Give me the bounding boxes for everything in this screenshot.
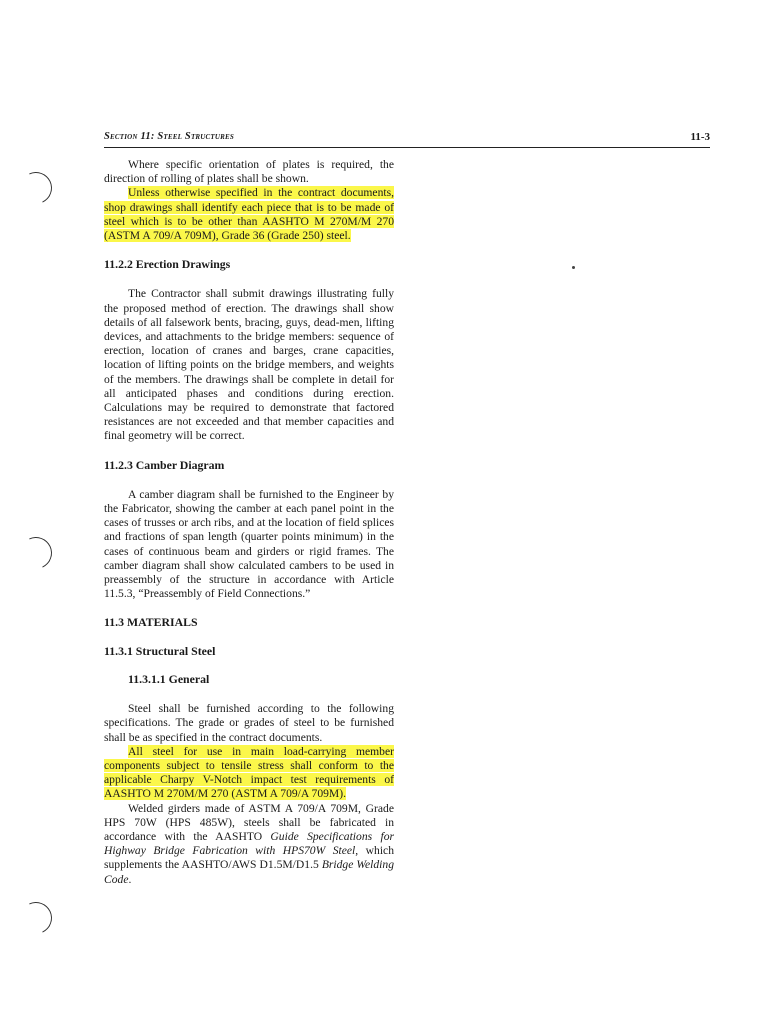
section-title: Section 11: Steel Structures [104,131,234,142]
highlighted-text: Unless otherwise specified in the contract documents, shop drawings shall identify each piece that is to be made of steel which is to be other than AASHTO M 270M/M 270 (ASTM A 709/A 709M), Grade 36 (Grade 250) steel. [104,186,394,243]
text-column [104,158,394,887]
bridge-welding-code-title: Bridge Welding Code [104,858,394,886]
paragraph-erection-drawings: The Contractor shall submit drawings illustrating fully the proposed method of erection. The drawings shall show details of all falsework bents, bracing, guys, dead-men, lifting devices, and attachments to the bridge members: sequence of erection, location of cranes and barges, crane capacities, location of lifting points on the bridge members, and weights of the members. The drawings shall be complete in detail for all anticipated phases and conditions during erection. Calculations may be required to demonstrate that factored resistances are not exceeded and that member capacities and final geometry will be correct. [104,287,394,443]
punch-hole-bottom [15,897,56,938]
text-run: , which supplements the AASHTO/AWS D1.5M/D1.5 [104,844,394,872]
paragraph-shop-drawings [104,186,394,243]
page-number: 11-3 [690,131,710,143]
page-header [104,131,710,148]
heading-general: 11.3.1.1 General [128,671,210,686]
heading-structural-steel: 11.3.1 Structural Steel [104,643,216,658]
punch-hole-middle [15,532,56,573]
text-run: . [128,872,132,886]
paragraph-charpy-requirements [104,745,394,802]
heading-materials: 11.3 MATERIALS [104,615,198,630]
highlighted-text: All steel for use in main load-carrying member components subject to tensile stress shall conform to the applicable Charpy V-Notch impact test requirements of AASHTO M 270M/M 270 (ASTM A 709/A 709M). [104,744,394,801]
scan-speck [572,266,575,269]
heading-erection-drawings: 11.2.2 Erection Drawings [104,257,231,272]
text-run: Welded girders made of ASTM A 709/A 709M, Grade HPS 70W (HPS 485W), steels shall be fabricated in accordance with the AASHTO [104,801,394,843]
heading-camber-diagram: 11.2.3 Camber Diagram [104,457,225,472]
paragraph-camber-diagram: A camber diagram shall be furnished to the Engineer by the Fabricator, showing the camber at each panel point in the cases of trusses or arch ribs, and at the location of field splices and fractions of span length (quarter points minimum) in the cases of continuous beam and girders or rigid frames. The camber diagram shall show calculated cambers to be used in preassembly of the structure in accordance with Article 11.5.3, “Preassembly of Field Connections.” [104,487,394,601]
punch-hole-top [15,167,56,208]
paragraph-welded-girders [104,802,394,887]
guide-specifications-title: Guide Specifications for Highway Bridge Fabrication with HPS70W Steel [104,829,394,858]
paragraph-steel-specifications: Steel shall be furnished according to the following specifications. The grade or grades of steel to be furnished shall be as specified in the contract documents. [104,702,394,744]
paragraph-plate-orientation: Where specific orientation of plates is required, the direction of rolling of plates shall be shown. [104,158,394,186]
